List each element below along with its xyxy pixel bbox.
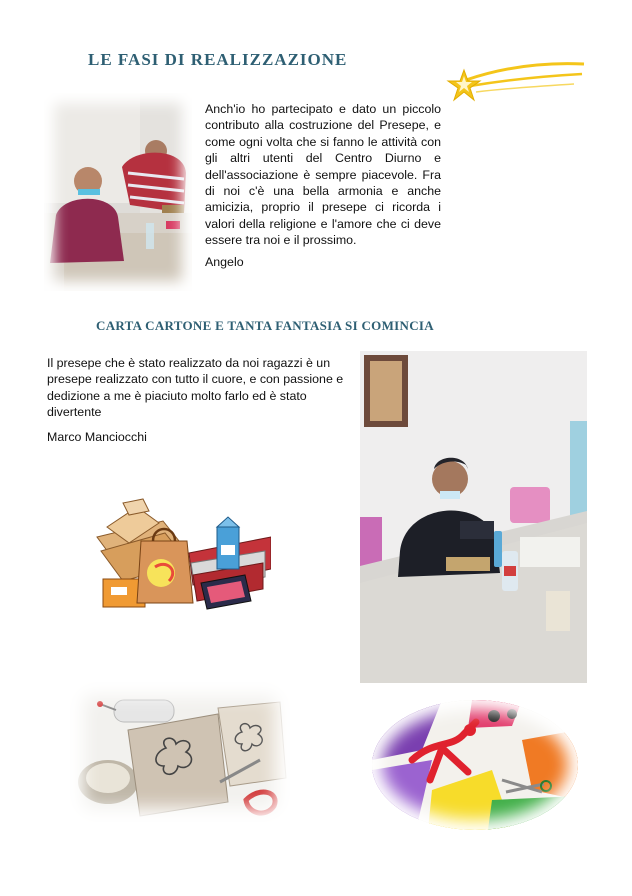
section1-signature: Angelo [205,255,244,269]
photo-man-at-table [360,351,587,683]
photo-vignette [70,682,290,822]
photo-vignette [372,700,578,830]
clipart-cardboard-paper [93,497,271,615]
section1-title: LE FASI DI REALIZZAZIONE [88,50,348,69]
photo-vignette [44,93,192,291]
section1-paragraph: Anch'io ho partecipato e dato un piccolo contributo alla costruzione del Presepe, e come ogni volta che si fanno le attività con gli altri utenti del Centro Diurno e dell'associazione è sempre piacevole. Fra di noi c'è una bella armonia e anche amicizia, proprio il presepe ci ricorda i valori della religione e l'amore che ci deve essere tra noi e il prossimo. [205,102,441,248]
section2-title: CARTA CARTONE E TANTA FANTASIA SI COMINCIA [96,318,434,333]
photo-felt-cutouts [70,682,290,822]
shooting-star-icon [446,50,588,106]
section2-paragraph: Il presepe che è stato realizzato da noi ragazzi è un presepe realizzato con tutto il cuore, e con passione e dedizione a me è piaciuto molto farlo ed è stato divertente [47,356,344,420]
photo-crafting-workshop [44,93,192,291]
section2-signature: Marco Manciocchi [47,430,147,444]
photo-colorful-paper [372,700,578,830]
